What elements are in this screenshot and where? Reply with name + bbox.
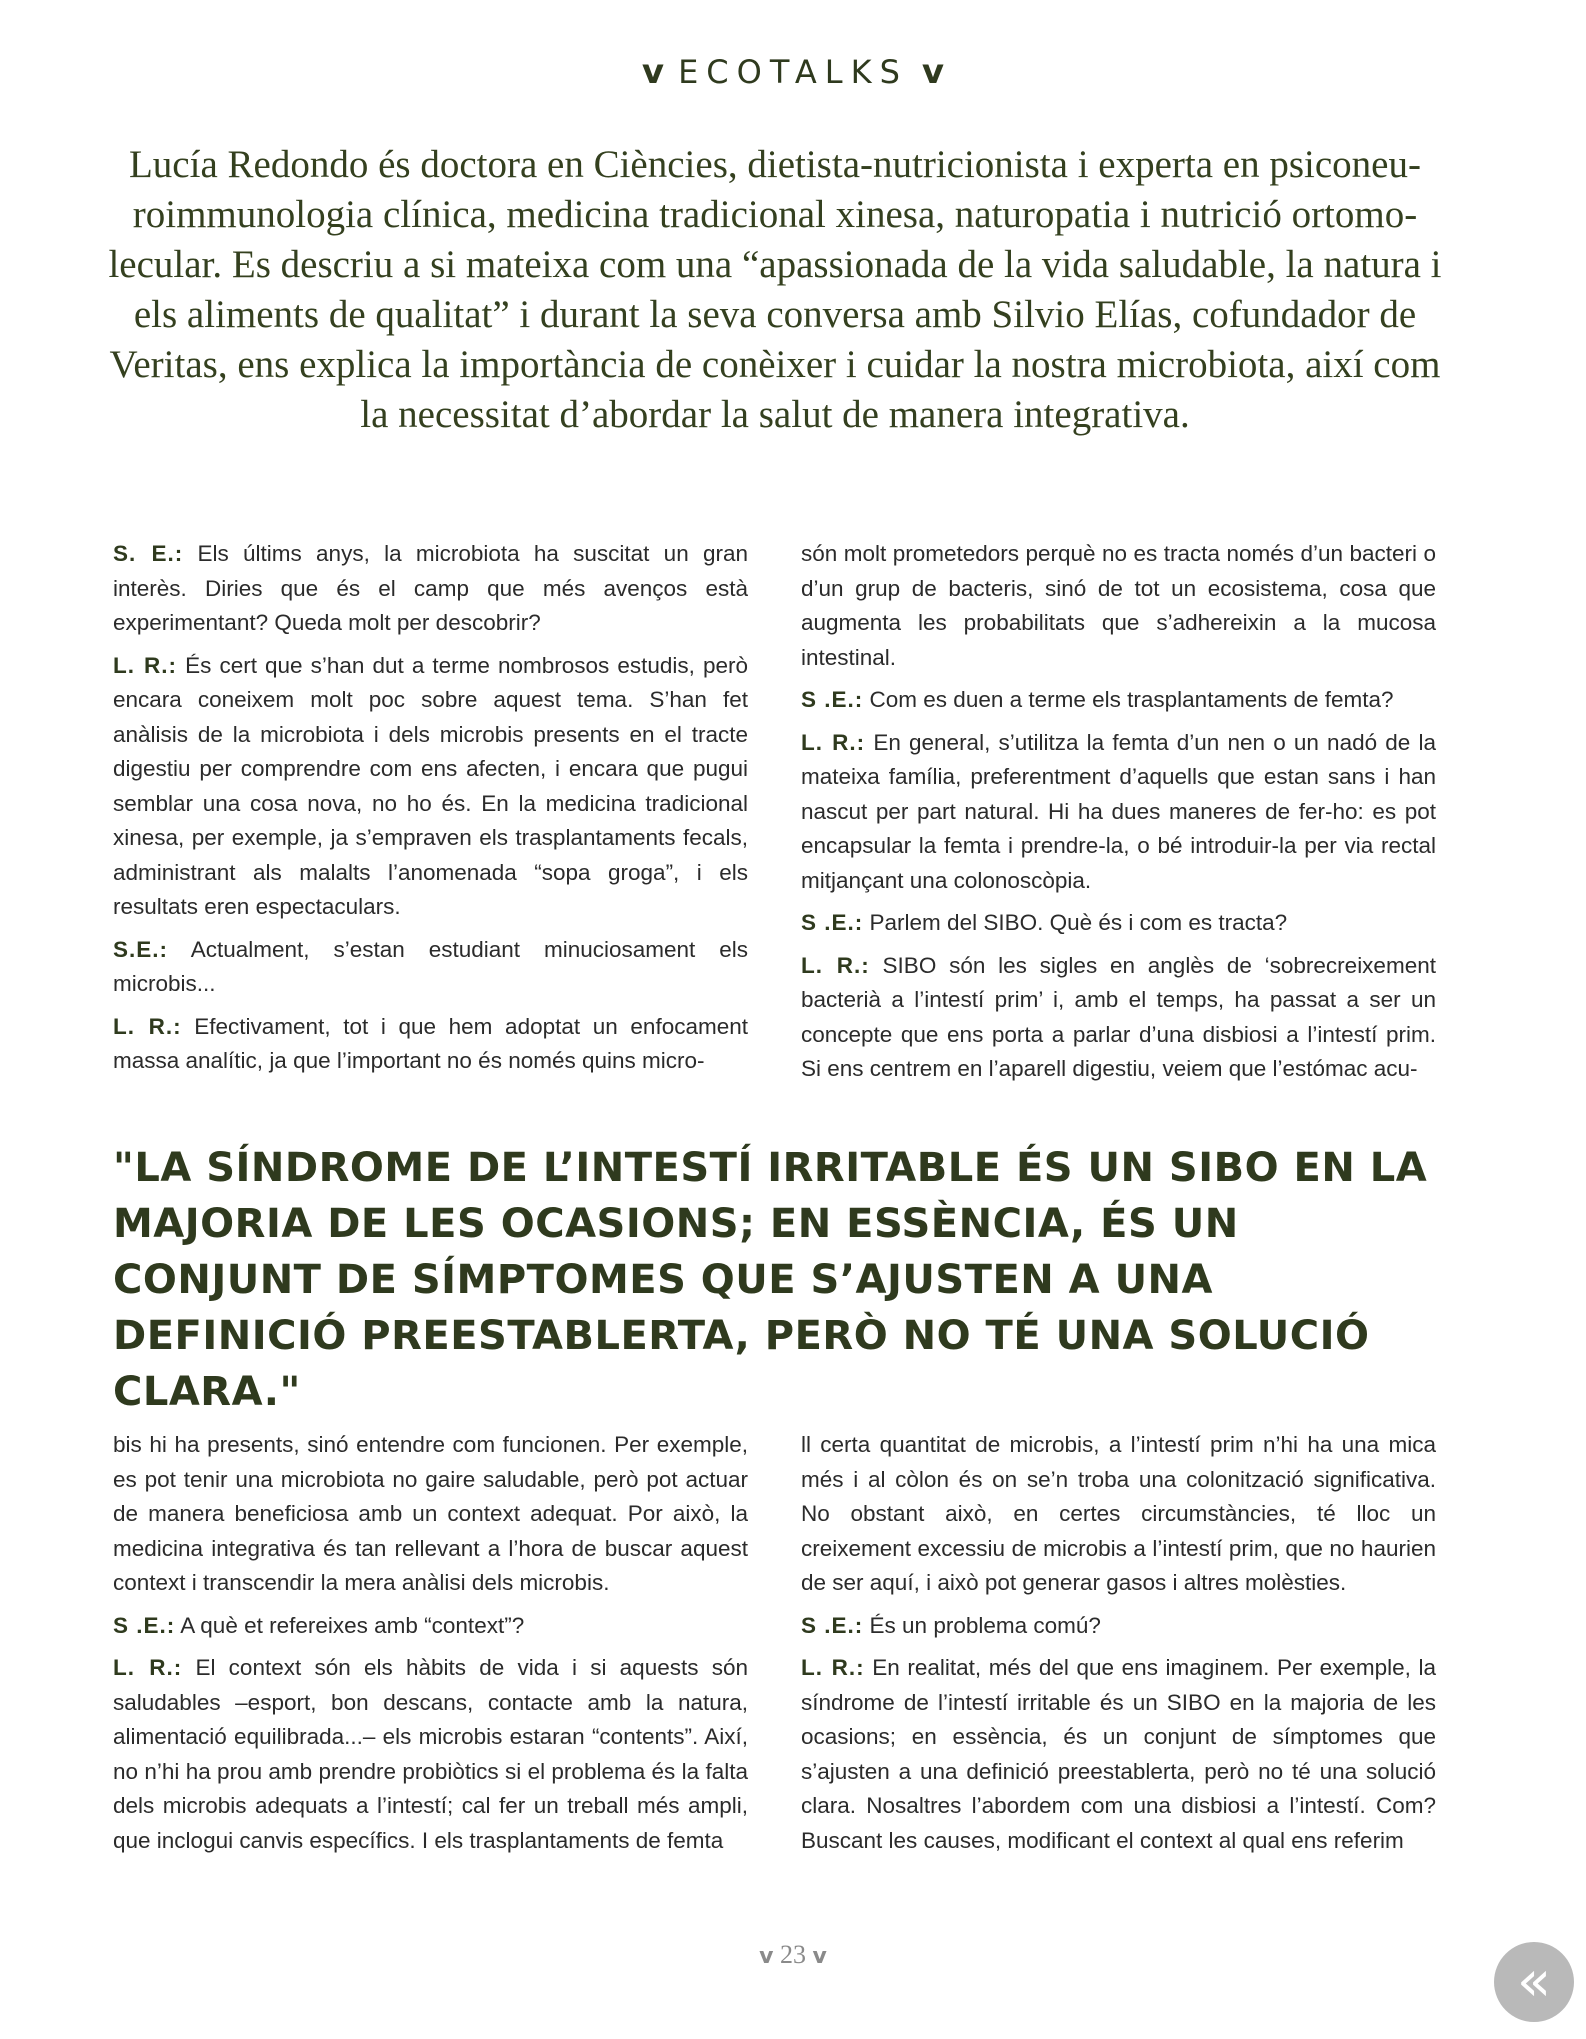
page-number-value: 23 bbox=[780, 1940, 806, 1969]
speaker-label: L. R.: bbox=[113, 1013, 182, 1039]
interview-turn bbox=[113, 649, 748, 925]
interview-turn bbox=[801, 683, 1436, 718]
v-logo-mark-left: v bbox=[759, 1944, 774, 1969]
continued-text: són molt prometedors perquè no es tracta només d’un bacteri o d’un grup de bacteris, sinó de tot un ecosistema, cosa que augmenta les probabilitats que s’adhereixin a la mucosa intestinal. bbox=[801, 541, 1436, 670]
turn-text: En realitat, més del que ens imaginem. Per exemple, la síndrome de l’intestí irritable és un SIBO en la majoria de les ocasions; en essència, és un conjunt de símptomes que s’ajusten a una definició preestablerta, però no té una solució clara. Nosaltres l’abordem com una disbiosi a l’intestí. Com? Buscant les causes, modificant el context al qual ens referim bbox=[801, 1655, 1436, 1853]
speaker-label: S .E.: bbox=[113, 1612, 176, 1638]
turn-text: Efectivament, tot i que hem adoptat un enfocament massa analític, ja que l’important no és només quins micro- bbox=[113, 1013, 748, 1073]
v-logo-mark-right: v bbox=[812, 1944, 827, 1969]
interview-turn bbox=[801, 1609, 1436, 1644]
turn-text: En general, s’utilitza la femta d’un nen o un nadó de la mateixa família, preferentment d’aquells que estan sans i han nascut per part natural. Hi ha dues maneres de fer-ho: es pot encapsular la femta i prendre-la, o bé introduir-la per via rectal mitjançant una colonoscòpia. bbox=[801, 729, 1436, 893]
magazine-section-header bbox=[0, 52, 1586, 92]
speaker-label: L. R.: bbox=[113, 652, 178, 678]
article-column-3 bbox=[113, 1428, 748, 1866]
speaker-label: L. R.: bbox=[801, 729, 866, 755]
turn-text: És cert que s’han dut a terme nombrosos estudis, però encara coneixem molt poc sobre aquest tema. S’han fet anàlisis de la microbiota i dels microbis presents en el tracte digestiu per comprendre com ens afecten, i encara que pugui semblar una cosa nova, no ho és. En la medicina tradicional xinesa, per exemple, ja s’empraven els trasplantaments fecals, administrant als malalts l’anomenada “sopa groga”, i els resultats eren espectaculars. bbox=[113, 652, 748, 919]
section-title: ECOTALKS bbox=[678, 53, 908, 91]
v-logo-mark-right: v bbox=[921, 52, 945, 92]
interview-turn bbox=[801, 949, 1436, 1087]
article-column-2 bbox=[801, 537, 1436, 1095]
pull-quote: "LA SÍNDROME DE L’INTESTÍ IRRITABLE ÉS UN SIBO EN LA MAJORIA DE LES OCASIONS; EN ESSÈNCIA, ÉS UN CONJUNT DE SÍMPTOMES QUE S’AJUSTEN A UNA DEFINICIÓ PREESTABLERTA, PERÒ NO TÉ UNA SOLUCIÓ CLARA." bbox=[113, 1145, 1428, 1415]
turn-text: Parlem del SIBO. Què és i com es tracta? bbox=[869, 910, 1288, 935]
interview-turn bbox=[113, 537, 748, 641]
speaker-label: L. R.: bbox=[801, 952, 870, 978]
turn-text: Com es duen a terme els trasplantaments de femta? bbox=[869, 687, 1394, 712]
article-column-1 bbox=[113, 537, 748, 1087]
continued-text: ll certa quantitat de microbis, a l’intestí prim n’hi ha una mica més i al còlon és on se’n troba una colonització significativa. No obstant això, en certes circumstàncies, té lloc un creixement excessiu de microbis a l’intestí prim, que no haurien de ser aquí, i això pot generar gasos i altres molèsties. bbox=[801, 1432, 1436, 1595]
turn-text: El context són els hàbits de vida i si aquests són saludables –esport, bon descans, contacte amb la natura, alimentació equilibrada...– els microbis estaran “contents”. Així, no n’hi ha prou amb prendre probiòtics si el problema és la falta dels microbis adequats a l’intestí; cal fer un treball més ampli, que inclogui canvis específics. I els trasplantaments de femta bbox=[113, 1655, 748, 1853]
turn-text: A què et refereixes amb “context”? bbox=[180, 1612, 525, 1638]
speaker-label: S .E.: bbox=[801, 1612, 864, 1638]
turn-text: SIBO són les sigles en anglès de ‘sobrecreixement bacterià a l’intestí prim’ i, amb el temps, ha passat a ser un concepte que ens porta a parlar d’una disbiosi a l’intestí prim. Si ens centrem en l’aparell digestiu, veiem que l’estómac acu- bbox=[801, 952, 1436, 1081]
turn-text: Actualment, s’estan estudiant minuciosament els microbis... bbox=[113, 936, 749, 996]
speaker-label: S. E.: bbox=[113, 541, 184, 566]
double-chevron-left-icon: « bbox=[1516, 1949, 1552, 2014]
continued-text: bis hi ha presents, sinó entendre com funcionen. Per exemple, es pot tenir una microbiota no gaire saludable, però pot actuar de manera beneficiosa amb un context adequat. Por això, la medicina integrativa és tan rellevant a l’hora de buscar aquest context i transcendir la mera anàlisi dels microbis. bbox=[113, 1432, 748, 1595]
page-number bbox=[0, 1940, 1586, 1970]
interview-turn bbox=[801, 726, 1436, 899]
interview-turn bbox=[801, 906, 1436, 941]
article-column-4 bbox=[801, 1428, 1436, 1866]
previous-page-button[interactable] bbox=[1494, 1942, 1574, 2022]
interview-turn bbox=[801, 1651, 1436, 1858]
speaker-label: S .E.: bbox=[801, 910, 864, 935]
interview-turn bbox=[113, 1010, 748, 1079]
speaker-label: L. R.: bbox=[801, 1655, 865, 1680]
speaker-label: S.E.: bbox=[113, 936, 169, 962]
turn-text: És un problema comú? bbox=[869, 1612, 1101, 1638]
v-logo-mark-left: v bbox=[641, 52, 665, 92]
speaker-label: L. R.: bbox=[113, 1655, 183, 1680]
turn-text: Els últims anys, la microbiota ha suscitat un gran interès. Diries que és el camp que més avenços està experimentant? Queda molt per descobrir? bbox=[113, 541, 748, 635]
interview-turn bbox=[113, 1651, 748, 1858]
interview-turn bbox=[113, 933, 748, 1002]
speaker-label: S .E.: bbox=[801, 687, 864, 712]
intro-paragraph: Lucía Redondo és doctora en Ciències, dietista-nutricionista i experta en psiconeuroimmunologia clínica, medicina tradicional xinesa, naturopatia i nutrició ortomolecular. Es descriu a si mateixa com una “apassionada de la vida saludable, la natura i els aliments de qualitat” i durant la seva conversa amb Silvio Elías, cofundador de Veritas, ens explica la importància de conèixer i cuidar la nostra microbiota, així com la necessitat d’abordar la salut de manera integrativa. bbox=[108, 143, 1442, 436]
interview-turn bbox=[113, 1609, 748, 1644]
